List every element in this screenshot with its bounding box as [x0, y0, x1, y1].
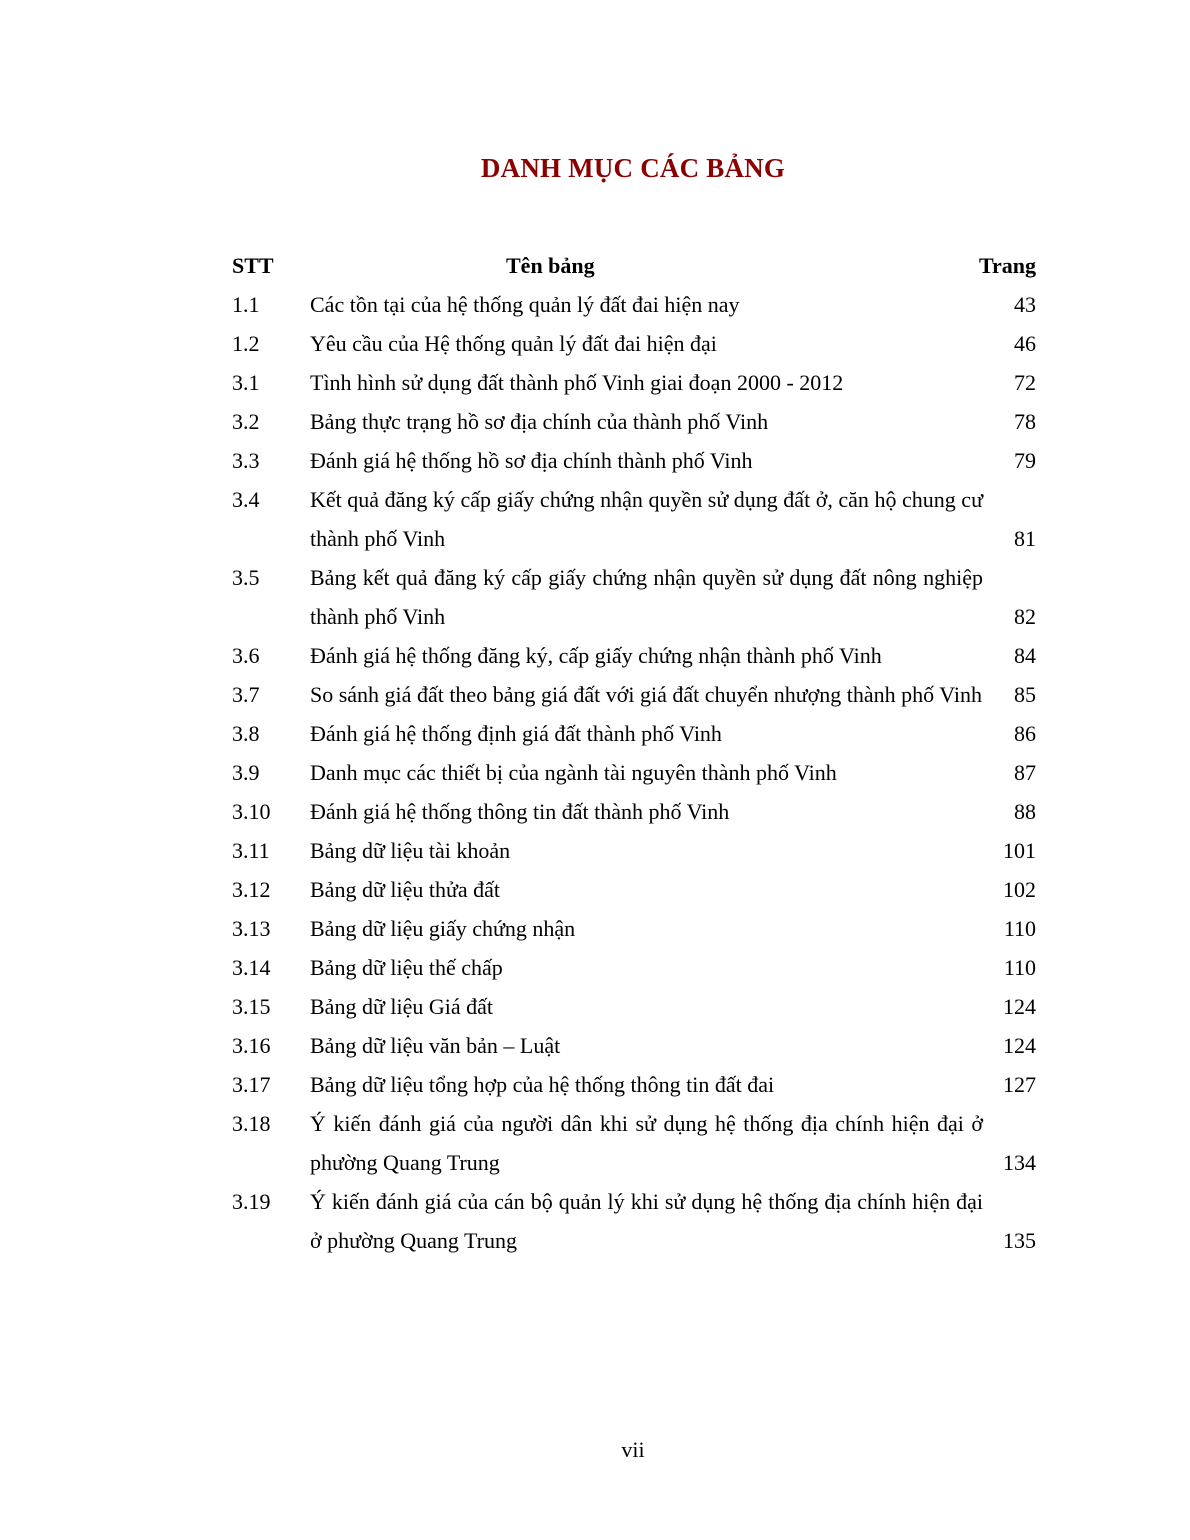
- row-name: Bảng dữ liệu tài khoản: [310, 838, 511, 863]
- header-stt: STT: [232, 253, 274, 278]
- row-page: 110: [1003, 955, 1036, 980]
- row-page: 124: [1003, 1033, 1036, 1058]
- row-page: 101: [1003, 838, 1036, 863]
- table-row: [232, 753, 1036, 792]
- table-header: [232, 246, 1036, 285]
- row-stt: 3.6: [232, 643, 260, 668]
- table-row: [232, 909, 1036, 948]
- row-name: Đánh giá hệ thống đăng ký, cấp giấy chứng nhận thành phố Vinh: [310, 643, 882, 668]
- row-stt: 3.1: [232, 370, 260, 395]
- row-page: 43: [1014, 292, 1036, 317]
- row-page: 134: [1003, 1150, 1036, 1175]
- table-row: [232, 714, 1036, 753]
- row-name: Bảng dữ liệu giấy chứng nhận: [310, 916, 576, 941]
- row-page: 46: [1014, 331, 1036, 356]
- row-name: Đánh giá hệ thống định giá đất thành phố Vinh: [310, 721, 722, 746]
- row-name: Ý kiến đánh giá của người dân khi sử dụng hệ thống địa chính hiện đại ở phường Quang Trung: [310, 1111, 983, 1175]
- table-row: [232, 1026, 1036, 1065]
- row-page: 124: [1003, 994, 1036, 1019]
- row-page: 78: [1014, 409, 1036, 434]
- row-page: 127: [1003, 1072, 1036, 1097]
- row-stt: 3.14: [232, 955, 271, 980]
- row-stt: 3.4: [232, 487, 260, 512]
- row-stt: 3.11: [232, 838, 270, 863]
- row-page: 79: [1014, 448, 1036, 473]
- row-page: 135: [1003, 1228, 1036, 1253]
- row-name: Bảng dữ liệu thế chấp: [310, 955, 503, 980]
- row-page: 102: [1003, 877, 1036, 902]
- row-stt: 3.16: [232, 1033, 271, 1058]
- table-row: [232, 1104, 1036, 1182]
- table-row: [232, 1182, 1036, 1260]
- table-row: [232, 558, 1036, 636]
- row-name: Đánh giá hệ thống thông tin đất thành phố Vinh: [310, 799, 730, 824]
- row-page: 85: [1014, 682, 1036, 707]
- row-page: 110: [1003, 916, 1036, 941]
- row-name: Bảng dữ liệu thửa đất: [310, 877, 501, 902]
- page-title: DANH MỤC CÁC BẢNG: [480, 153, 786, 183]
- row-stt: 3.8: [232, 721, 260, 746]
- table-list: [232, 246, 1036, 1260]
- row-name: Bảng dữ liệu Giá đất: [310, 994, 493, 1019]
- row-name: So sánh giá đất theo bảng giá đất với giá đất chuyển nhượng thành phố Vinh: [310, 682, 982, 707]
- row-stt: 3.18: [232, 1111, 271, 1136]
- row-page: 87: [1014, 760, 1036, 785]
- row-page: 86: [1014, 721, 1036, 746]
- row-page: 72: [1014, 370, 1036, 395]
- table-row: [232, 636, 1036, 675]
- table-row: [232, 987, 1036, 1026]
- table-row: [232, 792, 1036, 831]
- table-row: [232, 285, 1036, 324]
- row-stt: 1.2: [232, 331, 260, 356]
- row-stt: 3.3: [232, 448, 260, 473]
- row-name: Ý kiến đánh giá của cán bộ quản lý khi sử dụng hệ thống địa chính hiện đại ở phường Quang Trung: [310, 1189, 983, 1253]
- row-name: Danh mục các thiết bị của ngành tài nguyên thành phố Vinh: [310, 760, 837, 785]
- table-row: [232, 363, 1036, 402]
- row-name: Bảng thực trạng hồ sơ địa chính của thành phố Vinh: [310, 409, 769, 434]
- page-number: vii: [621, 1437, 645, 1462]
- row-stt: 3.17: [232, 1072, 271, 1097]
- table-row: [232, 1065, 1036, 1104]
- table-row: [232, 948, 1036, 987]
- row-stt: 3.2: [232, 409, 260, 434]
- row-page: 82: [1014, 604, 1036, 629]
- row-page: 88: [1014, 799, 1036, 824]
- row-name: Yêu cầu của Hệ thống quản lý đất đai hiện đại: [310, 331, 717, 356]
- row-page: 84: [1014, 643, 1036, 668]
- row-name: Đánh giá hệ thống hồ sơ địa chính thành phố Vinh: [310, 448, 753, 473]
- row-stt: 3.19: [232, 1189, 271, 1214]
- header-name: Tên bảng: [506, 253, 595, 278]
- row-stt: 3.13: [232, 916, 271, 941]
- row-stt: 3.9: [232, 760, 260, 785]
- table-row: [232, 870, 1036, 909]
- row-name: Các tồn tại của hệ thống quản lý đất đai hiện nay: [310, 292, 740, 317]
- row-page: 81: [1014, 526, 1036, 551]
- row-stt: 3.10: [232, 799, 271, 824]
- row-name: Bảng dữ liệu tổng hợp của hệ thống thông tin đất đai: [310, 1072, 775, 1097]
- row-name: Bảng kết quả đăng ký cấp giấy chứng nhận quyền sử dụng đất nông nghiệp thành phố Vinh: [310, 565, 983, 629]
- row-name: Tình hình sử dụng đất thành phố Vinh giai đoạn 2000 - 2012: [310, 370, 844, 395]
- table-row: [232, 675, 1036, 714]
- row-stt: 3.15: [232, 994, 271, 1019]
- row-name: Bảng dữ liệu văn bản – Luật: [310, 1033, 561, 1058]
- table-body: [232, 285, 1036, 1260]
- row-stt: 3.5: [232, 565, 260, 590]
- row-stt: 1.1: [232, 292, 260, 317]
- table-row: [232, 402, 1036, 441]
- table-row: [232, 441, 1036, 480]
- table-row: [232, 831, 1036, 870]
- table-row: [232, 324, 1036, 363]
- table-row: [232, 480, 1036, 558]
- row-stt: 3.12: [232, 877, 271, 902]
- row-name: Kết quả đăng ký cấp giấy chứng nhận quyền sử dụng đất ở, căn hộ chung cư thành phố Vinh: [310, 487, 983, 551]
- header-page: Trang: [978, 253, 1036, 278]
- row-stt: 3.7: [232, 682, 260, 707]
